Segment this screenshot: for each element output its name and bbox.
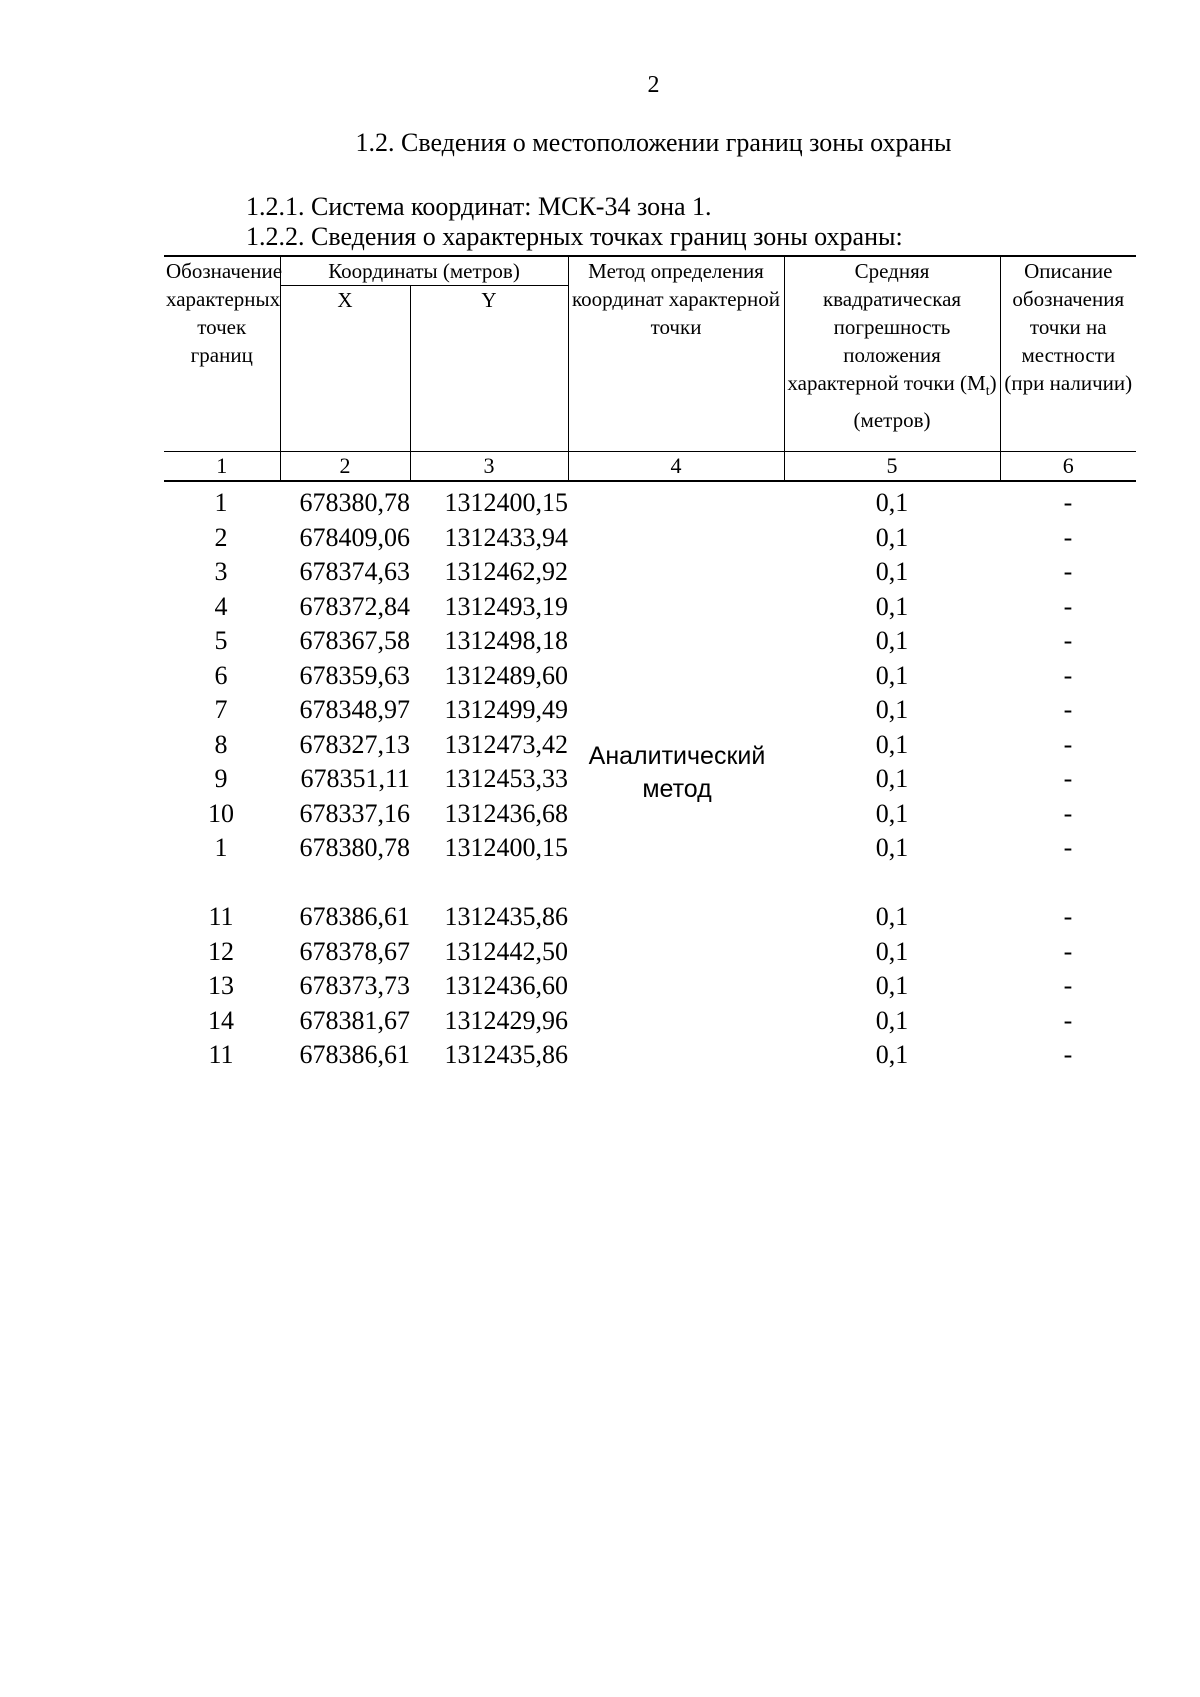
error-cell: 0,1	[875, 1040, 909, 1069]
description-cell: -	[1063, 1040, 1073, 1069]
error-cell: 0,1	[875, 1005, 909, 1035]
description-cell: -	[1063, 833, 1073, 862]
header-error: Средняя квадратическая погрешность положения характерной точки $(M_t)$ (метров)	[784, 256, 1000, 452]
point-cell: 5	[214, 626, 228, 655]
error-cell: 0,1	[875, 764, 909, 793]
points-table-header	[164, 255, 1136, 482]
point-cell: 3	[214, 557, 228, 586]
error-cell: 0,1	[875, 660, 909, 690]
point-cell: 12	[208, 936, 234, 966]
x-cell: 678373,73	[299, 971, 410, 1000]
table-row	[0, 935, 1200, 969]
error-cell: 0,1	[875, 626, 909, 655]
x-cell: 678381,67	[299, 1005, 410, 1035]
x-cell: 678386,61	[299, 1040, 410, 1069]
y-cell: 1312429,96	[444, 1005, 568, 1035]
point-cell: 10	[208, 798, 234, 828]
point-cell: 13	[208, 971, 234, 1000]
description-cell: -	[1063, 1005, 1073, 1035]
y-cell: 1312435,86	[444, 902, 568, 931]
x-cell: 678351,11	[300, 764, 410, 793]
description-cell: -	[1063, 971, 1073, 1000]
page-number: 2	[647, 72, 660, 98]
point-cell: 6	[214, 660, 228, 690]
description-cell: -	[1063, 591, 1073, 621]
description-cell: -	[1063, 764, 1073, 793]
column-number-1: 1	[164, 452, 280, 482]
table-row	[0, 624, 1200, 658]
y-cell: 1312453,33	[444, 764, 568, 793]
column-number-2: 2	[280, 452, 410, 482]
header-point-designation: Обозначение характерных точек границ	[164, 256, 280, 452]
header-method: Метод определения координат характерной точки	[568, 256, 784, 452]
x-cell: 678367,58	[299, 626, 410, 655]
point-cell: 1	[214, 488, 228, 517]
y-cell: 1312498,18	[444, 626, 568, 655]
y-cell: 1312400,15	[444, 488, 568, 517]
description-cell: -	[1063, 729, 1073, 759]
error-cell: 0,1	[875, 936, 909, 966]
description-cell: -	[1063, 522, 1073, 552]
x-cell: 678327,13	[299, 729, 410, 759]
y-cell: 1312433,94	[444, 522, 568, 552]
table-row	[0, 693, 1200, 727]
point-cell: 9	[214, 764, 228, 793]
method-value: Аналитический метод	[588, 742, 766, 803]
y-cell: 1312400,15	[444, 833, 568, 862]
error-cell: 0,1	[875, 695, 909, 724]
error-cell: 0,1	[875, 798, 909, 828]
header-x: X	[280, 286, 410, 452]
column-number-3: 3	[410, 452, 568, 482]
y-cell: 1312436,68	[444, 798, 568, 828]
point-cell: 14	[208, 1005, 234, 1035]
column-number-5: 5	[784, 452, 1000, 482]
column-number-4: 4	[568, 452, 784, 482]
coordinate-system-line: 1.2.1. Система координат: МСК-34 зона 1.	[246, 192, 712, 221]
x-cell: 678409,06	[299, 522, 410, 552]
y-cell: 1312442,50	[444, 936, 568, 966]
point-cell: 8	[214, 729, 228, 759]
header-description: Описание обозначения точки на местности (при наличии)	[1000, 256, 1136, 452]
y-cell: 1312436,60	[444, 971, 568, 1000]
description-cell: -	[1063, 902, 1073, 931]
x-cell: 678386,61	[299, 902, 410, 931]
point-cell: 11	[208, 1040, 234, 1069]
table-row	[0, 1038, 1200, 1072]
y-cell: 1312493,19	[444, 591, 568, 621]
x-cell: 678372,84	[299, 591, 410, 621]
error-cell: 0,1	[875, 557, 909, 586]
table-row	[0, 659, 1200, 693]
x-cell: 678359,63	[299, 660, 410, 690]
point-cell: 11	[208, 902, 234, 931]
section-title: 1.2. Сведения о местоположении границ зоны охраны	[355, 128, 952, 157]
y-cell: 1312499,49	[444, 695, 568, 724]
x-cell: 678380,78	[299, 833, 410, 862]
description-cell: -	[1063, 626, 1073, 655]
table-row	[0, 900, 1200, 934]
header-coordinates-group: Координаты (метров)	[280, 256, 568, 286]
table-row	[0, 555, 1200, 589]
point-cell: 2	[214, 522, 228, 552]
x-cell: 678380,78	[299, 488, 410, 517]
description-cell: -	[1063, 660, 1073, 690]
x-cell: 678374,63	[299, 557, 410, 586]
error-cell: 0,1	[875, 833, 909, 862]
point-cell: 1	[214, 833, 228, 862]
y-cell: 1312489,60	[444, 660, 568, 690]
table-row	[0, 831, 1200, 865]
header-y: Y	[410, 286, 568, 452]
point-cell: 7	[214, 695, 228, 724]
x-cell: 678337,16	[299, 798, 410, 828]
description-cell: -	[1063, 798, 1073, 828]
y-cell: 1312435,86	[444, 1040, 568, 1069]
x-cell: 678348,97	[299, 695, 410, 724]
error-cell: 0,1	[875, 522, 909, 552]
error-cell: 0,1	[875, 902, 909, 931]
table-row	[0, 486, 1200, 520]
table-row	[0, 521, 1200, 555]
column-number-6: 6	[1000, 452, 1136, 482]
description-cell: -	[1063, 557, 1073, 586]
y-cell: 1312462,92	[444, 557, 568, 586]
error-cell: 0,1	[875, 729, 909, 759]
points-heading: 1.2.2. Сведения о характерных точках границ зоны охраны:	[246, 222, 903, 251]
point-cell: 4	[214, 591, 228, 621]
description-cell: -	[1063, 695, 1073, 724]
description-cell: -	[1063, 936, 1073, 966]
error-cell: 0,1	[875, 591, 909, 621]
error-cell: 0,1	[875, 971, 909, 1000]
x-cell: 678378,67	[299, 936, 410, 966]
table-row	[0, 1004, 1200, 1038]
table-row	[0, 969, 1200, 1003]
description-cell: -	[1063, 488, 1073, 517]
table-row	[0, 590, 1200, 624]
y-cell: 1312473,42	[444, 729, 568, 759]
error-cell: 0,1	[875, 488, 909, 517]
